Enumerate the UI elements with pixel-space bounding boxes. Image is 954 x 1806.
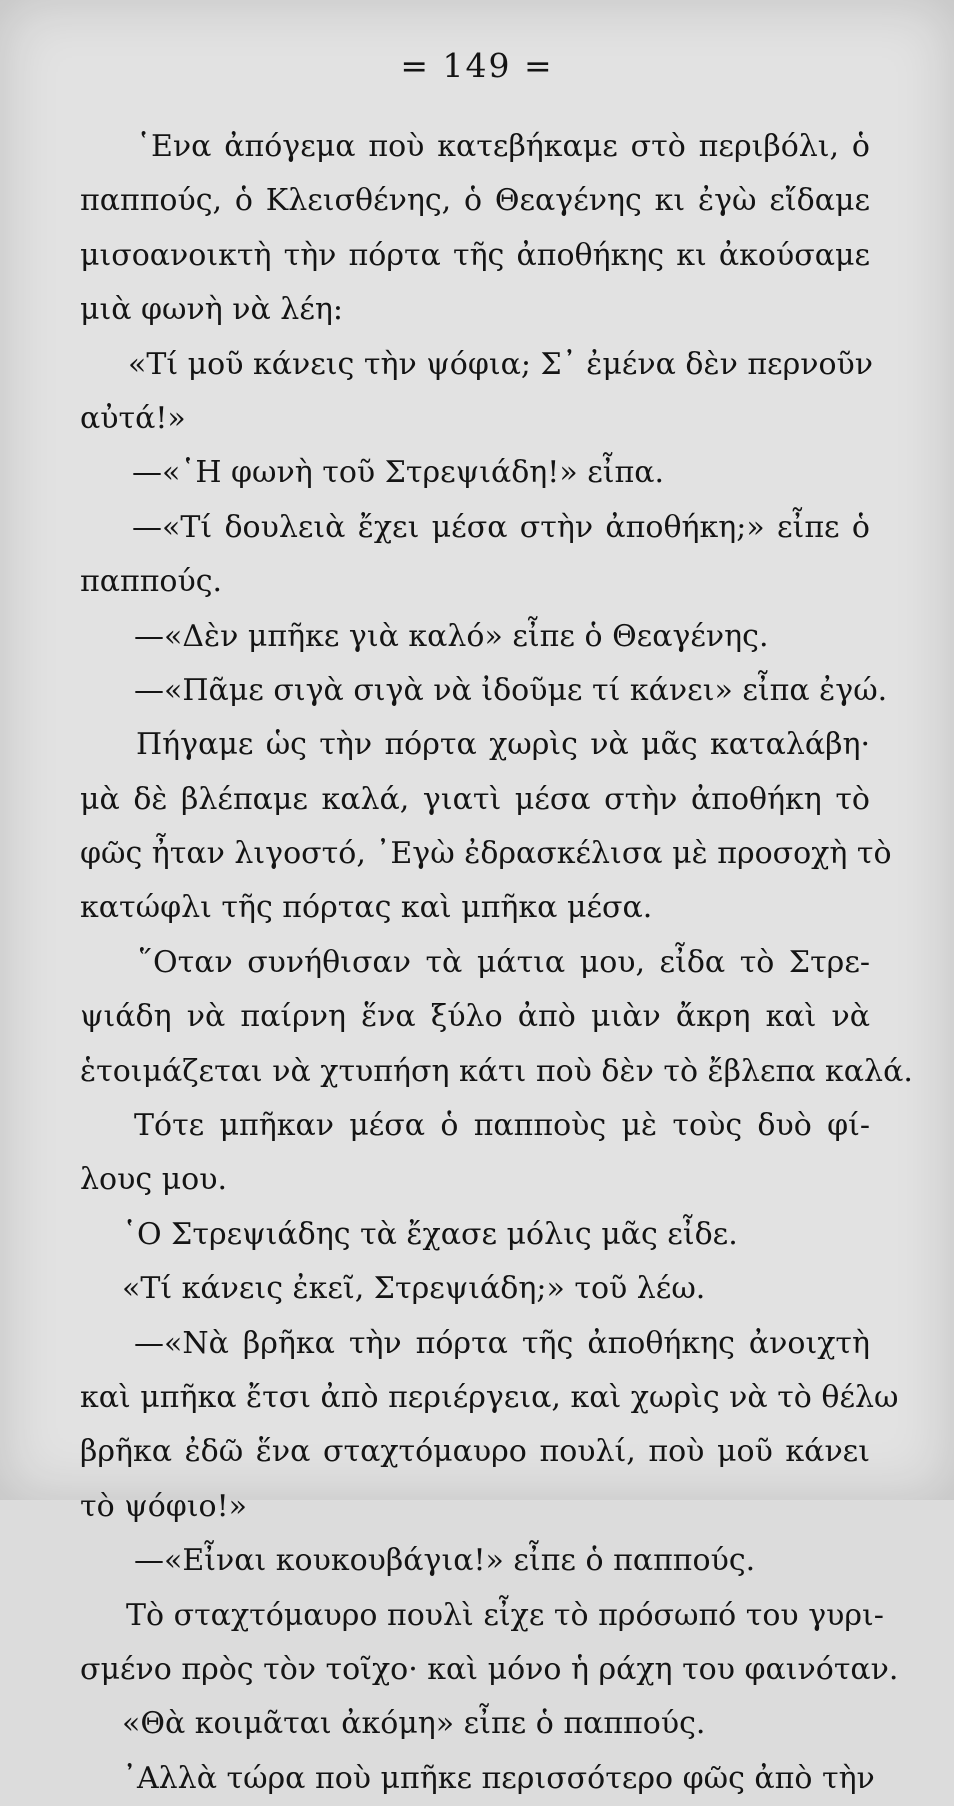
text-line: ῞Οταν συνήθισαν τὰ μάτια μου, εἶδα τὸ Στρε-: [138, 944, 870, 980]
text-line: «Τί κάνεις ἐκεῖ, Στρεψιάδη;» τοῦ λέω.: [122, 1271, 706, 1307]
text-line: ῾Ενα ἀπόγεμα ποὺ κατεβήκαμε στὸ περιβόλι, ὁ: [136, 129, 870, 164]
text-line: τὸ ψόφιο!»: [80, 1488, 248, 1524]
text-line: παππούς, ὁ Κλεισθένης, ὁ Θεαγένης κι ἐγὼ εἴδαμε: [80, 183, 870, 219]
text-line: φῶς ἦταν λιγοστό, ᾽Εγὼ ἐδρασκέλισα μὲ προσοχὴ τὸ: [80, 836, 892, 872]
text-line: —«Νὰ βρῆκα τὴν πόρτα τῆς ἀποθήκης ἀνοιχτὴ: [134, 1325, 870, 1361]
text-line: Τὸ σταχτόμαυρο πουλὶ εἶχε τὸ πρόσωπό του γυρι-: [126, 1597, 884, 1633]
text-line: ἑτοιμάζεται νὰ χτυπήση κάτι ποὺ δὲν τὸ ἔβλεπα καλά.: [80, 1053, 913, 1089]
text-line: «Τί μοῦ κάνεις τὴν ψόφια; Σ᾽ ἐμένα δὲν περνοῦν: [128, 346, 874, 382]
page-number: = 149 =: [400, 46, 554, 85]
text-line: ῾Ο Στρεψιάδης τὰ ἔχασε μόλις μᾶς εἶδε.: [122, 1216, 738, 1252]
text-line: —«Εἶναι κουκουβάγια!» εἶπε ὁ παππούς.: [134, 1543, 756, 1579]
text-line: —«Δὲν μπῆκε γιὰ καλό» εἶπε ὁ Θεαγένης.: [134, 618, 769, 654]
text-line: —«῾Η φωνὴ τοῦ Στρεψιάδη!» εἶπα.: [132, 455, 665, 491]
text-line: μιὰ φωνὴ νὰ λέη:: [80, 292, 343, 328]
text-line: παππούς.: [80, 564, 223, 600]
text-line: ᾽Αλλὰ τώρα ποὺ μπῆκε περισσότερο φῶς ἀπὸ τὴν: [122, 1760, 875, 1796]
text-line: —«Πᾶμε σιγὰ σιγὰ νὰ ἰδοῦμε τί κάνει» εἶπα ἐγώ.: [134, 672, 888, 708]
text-line: μὰ δὲ βλέπαμε καλά, γιατὶ μέσα στὴν ἀποθήκη τὸ: [80, 781, 870, 817]
text-line: καὶ μπῆκα ἔτσι ἀπὸ περιέργεια, καὶ χωρὶς νὰ τὸ θέλω: [80, 1379, 899, 1415]
text-line: —«Τί δουλειὰ ἔχει μέσα στὴν ἀποθήκη;» εἶπε ὁ: [132, 509, 870, 545]
text-line: ψιάδη νὰ παίρνη ἕνα ξύλο ἀπὸ μιὰν ἄκρη καὶ νὰ: [80, 999, 870, 1035]
text-line: αὐτά!»: [80, 400, 186, 436]
text-line: λους μου.: [80, 1162, 227, 1198]
text-line: σμένο πρὸς τὸν τοῖχο· καὶ μόνο ἡ ράχη του φαινόταν.: [80, 1651, 899, 1687]
text-line: Τότε μπῆκαν μέσα ὁ παπποὺς μὲ τοὺς δυὸ φί-: [134, 1108, 870, 1144]
text-line: «Θὰ κοιμᾶται ἀκόμη» εἶπε ὁ παππούς.: [122, 1706, 706, 1742]
text-line: Πήγαμε ὡς τὴν πόρτα χωρὶς νὰ μᾶς καταλάβη·: [136, 727, 870, 763]
text-line: μισοανοικτὴ τὴν πόρτα τῆς ἀποθήκης κι ἀκούσαμε: [80, 237, 870, 273]
text-line: βρῆκα ἐδῶ ἕνα σταχτόμαυρο πουλί, ποὺ μοῦ κάνει: [80, 1434, 870, 1470]
body-text: [80, 120, 913, 1806]
text-line: κατώφλι τῆς πόρτας καὶ μπῆκα μέσα.: [80, 890, 653, 926]
